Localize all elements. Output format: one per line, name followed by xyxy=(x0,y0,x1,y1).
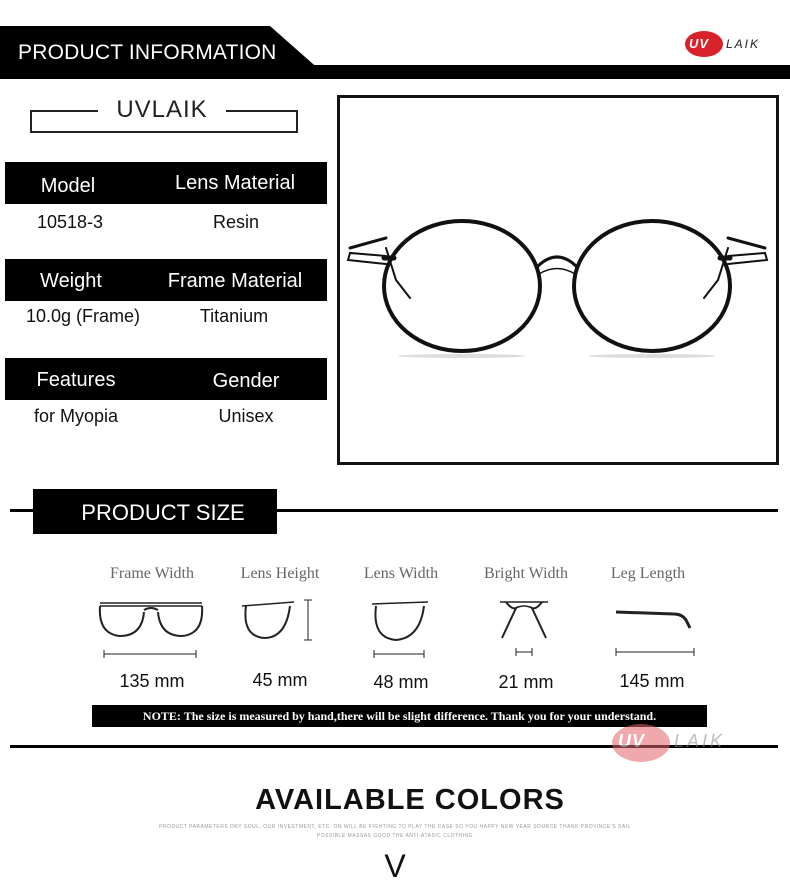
measure-label-lens-width: Lens Width xyxy=(363,565,439,582)
lens-height-icon xyxy=(240,596,320,644)
size-note: NOTE: The size is measured by hand,there will be slight difference. Thank you for your understand. xyxy=(142,709,657,723)
measure-label-frame-width: Frame Width xyxy=(110,565,194,582)
spec-value-features: for Myopia xyxy=(33,406,119,426)
spec-label-features: Features xyxy=(36,369,116,391)
leg-length-icon xyxy=(612,604,698,658)
brand-box-line-left xyxy=(30,110,98,112)
spec-label-weight: Weight xyxy=(40,270,102,292)
measure-value-leg-length: 145 mm xyxy=(619,671,685,691)
spec-label-model: Model xyxy=(40,175,96,197)
measure-label-bridge-width: Bright Width xyxy=(484,565,568,582)
measure-value-lens-width: 48 mm xyxy=(373,672,429,692)
brand-logo xyxy=(685,28,775,60)
spec-label-frame-material: Frame Material xyxy=(167,270,303,292)
spec-label-lens-material: Lens Material xyxy=(174,172,296,194)
measure-value-lens-height: 45 mm xyxy=(252,670,308,690)
spec-value-weight: 10.0g (Frame) xyxy=(25,306,141,326)
chevron-down-icon: V xyxy=(384,848,406,884)
watermark-uv-text: UV xyxy=(618,731,646,751)
brand-box-line-right xyxy=(226,110,298,112)
product-image-frame xyxy=(337,95,779,465)
watermark-logo xyxy=(612,722,762,762)
logo-laik-text: LAIK xyxy=(726,37,761,51)
spec-label-gender: Gender xyxy=(212,370,280,392)
spec-value-gender: Unisex xyxy=(218,406,274,426)
bridge-width-icon xyxy=(498,598,554,656)
lens-width-icon xyxy=(370,596,434,658)
colors-section-title: AVAILABLE COLORS xyxy=(255,784,565,816)
watermark-laik-text: LAIK xyxy=(674,731,726,751)
colors-subtitle-line-1: PRODUCT PARAMETERS DRY SOUL, OUR INVESTMENT, ETC. ON WILL BE FIGHTING TO PLAY THE CASE SO YOU HAPPY NEW YEAR SOURCE THANK PROVINCE'S SAIL xyxy=(159,824,631,830)
measure-value-bridge-width: 21 mm xyxy=(498,672,554,692)
measure-value-frame-width: 135 mm xyxy=(119,671,185,691)
colors-subtitle-line-2: POSSIBLE MASSAS GOOD THE ANTI-ATASIC CLOTHING xyxy=(316,833,474,839)
spec-value-model: 10518-3 xyxy=(36,212,104,232)
measure-label-leg-length: Leg Length xyxy=(610,565,686,582)
size-section-title: PRODUCT SIZE xyxy=(81,500,245,525)
frame-width-icon xyxy=(96,594,206,658)
colors-section-subtitle xyxy=(0,823,790,841)
logo-uv-text: UV xyxy=(689,36,710,51)
spec-value-lens-material: Resin xyxy=(212,212,260,232)
spec-value-frame-material: Titanium xyxy=(199,306,269,326)
measure-label-lens-height: Lens Height xyxy=(240,565,320,582)
brand-name: UVLAIK xyxy=(116,96,208,123)
round-eyeglasses-icon xyxy=(340,98,776,462)
page-title: PRODUCT INFORMATION xyxy=(18,41,277,64)
